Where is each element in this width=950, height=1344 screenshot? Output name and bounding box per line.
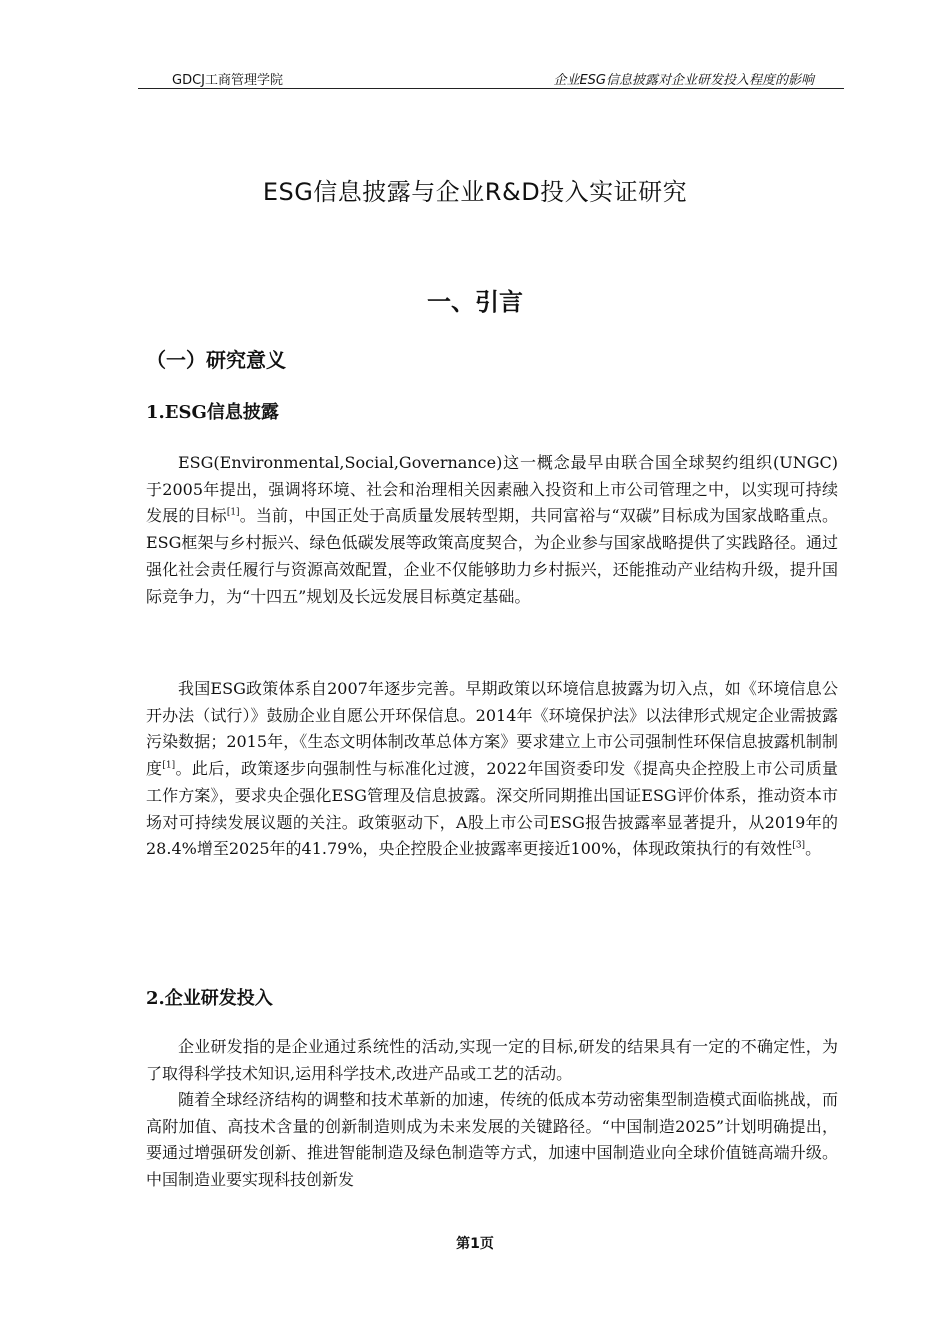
- heading-rd-investment: 2.企业研发投入: [146, 988, 273, 1009]
- document-title: ESG信息披露与企业R&D投入实证研究: [262, 178, 688, 206]
- section-title: 一、引言: [427, 288, 523, 316]
- paragraph-text: ESG(Environmental,Social,Governance)这一概念最早由联合国全球契约组织(UNGC)于2005年提出，强调将环境、社会和治理相关因素融入投资和上市公司管理之中，以实现可持续发展的目标: [146, 453, 838, 526]
- paragraph-esg-policy: [146, 676, 838, 863]
- paragraph-text: 。当前，中国正处于高质量发展转型期，共同富裕与“双碳”目标成为国家战略重点。ESG框架与乡村振兴、绿色低碳发展等政策高度契合，为企业参与国家战略提供了实践路径。通过强化社会责任履行与资源高效配置，企业不仅能够助力乡村振兴，还能推动产业结构升级，提升国际竞争力，为“十四五”规划及长远发展目标奠定基础。: [146, 506, 838, 606]
- header-institution: GDCJ工商管理学院: [172, 73, 283, 88]
- page-number: 第1页: [456, 1236, 494, 1252]
- citation-ref: [1]: [162, 760, 176, 771]
- subsection-title: （一）研究意义: [146, 348, 286, 372]
- paragraph-esg-definition: [146, 450, 838, 610]
- heading-esg-disclosure: 1.ESG信息披露: [146, 402, 279, 423]
- paragraph-made-in-china: 随着全球经济结构的调整和技术革新的加速，传统的低成本劳动密集型制造模式面临挑战，而高附加值、高技术含量的创新制造则成为未来发展的关键路径。“中国制造2025”计划明确提出，要通过增强研发创新、推进智能制造及绿色制造等方式，加速中国制造业向全球价值链高端升级。中国制造业要实现科技创新发: [146, 1090, 838, 1190]
- citation-ref: [3]: [792, 840, 806, 851]
- paragraph-text: 。此后，政策逐步向强制性与标准化过渡，2022年国资委印发《提高央企控股上市公司质量工作方案》，要求央企强化ESG管理及信息披露。深交所同期推出国证ESG评价体系，推动资本市场对可持续发展议题的关注。政策驱动下，A股上市公司ESG报告披露率显著提升，从2019年的28.4%增至2025年的41.79%，央企控股企业披露率更接近100%，体现政策执行的有效性: [146, 759, 838, 859]
- paragraph-text: 。: [805, 839, 822, 859]
- page-header: [138, 66, 844, 89]
- paragraph-rd-definition: 企业研发指的是企业通过系统性的活动,实现一定的目标,研发的结果具有一定的不确定性，为了取得科学技术知识,运用科学技术,改进产品或工艺的活动。: [146, 1037, 838, 1083]
- citation-ref: [1]: [226, 508, 240, 519]
- paragraph-text: 我国ESG政策体系自2007年逐步完善。早期政策以环境信息披露为切入点，如《环境信息公开办法（试行）》鼓励企业自愿公开环保信息。2014年《环境保护法》以法律形式规定企业需披露污染数据；2015年，《生态文明体制改革总体方案》要求建立上市公司强制性环保信息披露机制制度: [146, 679, 838, 779]
- header-paper-title: 企业ESG信息披露对企业研发投入程度的影响: [553, 73, 814, 88]
